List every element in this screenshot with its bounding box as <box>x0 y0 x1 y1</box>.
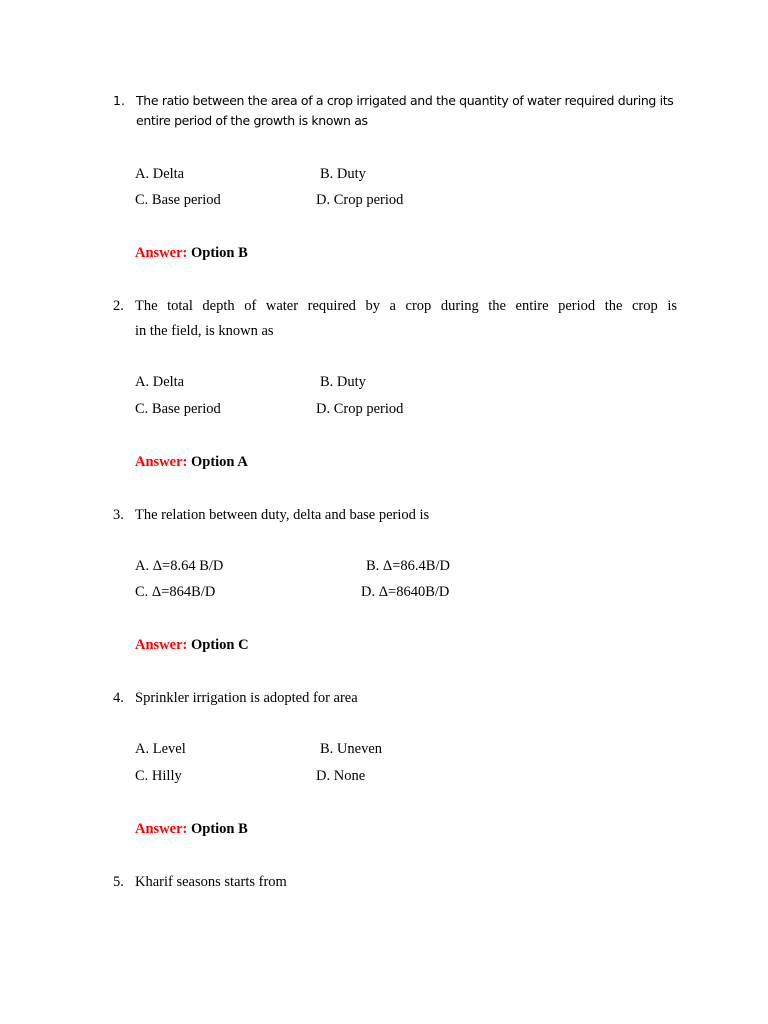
answer-label: Answer: <box>135 245 188 261</box>
question-text-line-1: The relation between duty, delta and base period is <box>135 507 430 523</box>
option-a: A. Delta <box>135 374 185 390</box>
answer-line <box>135 638 249 653</box>
question-number: 4. <box>113 690 124 706</box>
option-b: B. Uneven <box>320 741 383 757</box>
option-c: C. Δ=864B/D <box>135 584 216 600</box>
question-number: 2. <box>113 298 124 314</box>
answer-label: Answer: <box>135 454 188 470</box>
option-a: A. Delta <box>135 166 185 182</box>
answer-label: Answer: <box>135 637 188 653</box>
option-d: D. Crop period <box>316 192 404 208</box>
question-text-line-1: Kharif seasons starts from <box>135 874 287 890</box>
answer-line <box>135 455 248 470</box>
option-d: D. Crop period <box>316 401 404 417</box>
option-c: C. Hilly <box>135 768 182 784</box>
answer-value: Option B <box>190 821 248 837</box>
answer-value: Option B <box>190 245 248 261</box>
option-d: D. Δ=8640B/D <box>361 584 450 600</box>
question-text-line-1: The ratio between the area of a crop irrigated and the quantity of water required during its <box>136 93 674 108</box>
option-c: C. Base period <box>135 192 221 208</box>
answer-value: Option C <box>190 637 249 653</box>
answer-line <box>135 822 248 837</box>
option-b: B. Duty <box>320 374 366 390</box>
answer-label: Answer: <box>135 821 188 837</box>
question-text-line-1: The total depth of water required by a crop during the entire period the crop is <box>135 298 677 314</box>
question-number: 3. <box>113 507 124 523</box>
option-d: D. None <box>316 768 366 784</box>
question-text-line-2: entire period of the growth is known as <box>136 113 368 128</box>
question-text-line-2: in the field, is known as <box>135 323 274 339</box>
question-number: 1. <box>113 93 125 108</box>
answer-value: Option A <box>190 454 248 470</box>
question-text-line-1: Sprinkler irrigation is adopted for area <box>135 690 358 706</box>
option-b: B. Δ=86.4B/D <box>366 558 450 574</box>
option-c: C. Base period <box>135 401 221 417</box>
option-b: B. Duty <box>320 166 366 182</box>
answer-line <box>135 246 248 261</box>
option-a: A. Δ=8.64 B/D <box>135 558 224 574</box>
question-number: 5. <box>113 874 124 890</box>
option-a: A. Level <box>135 741 186 757</box>
